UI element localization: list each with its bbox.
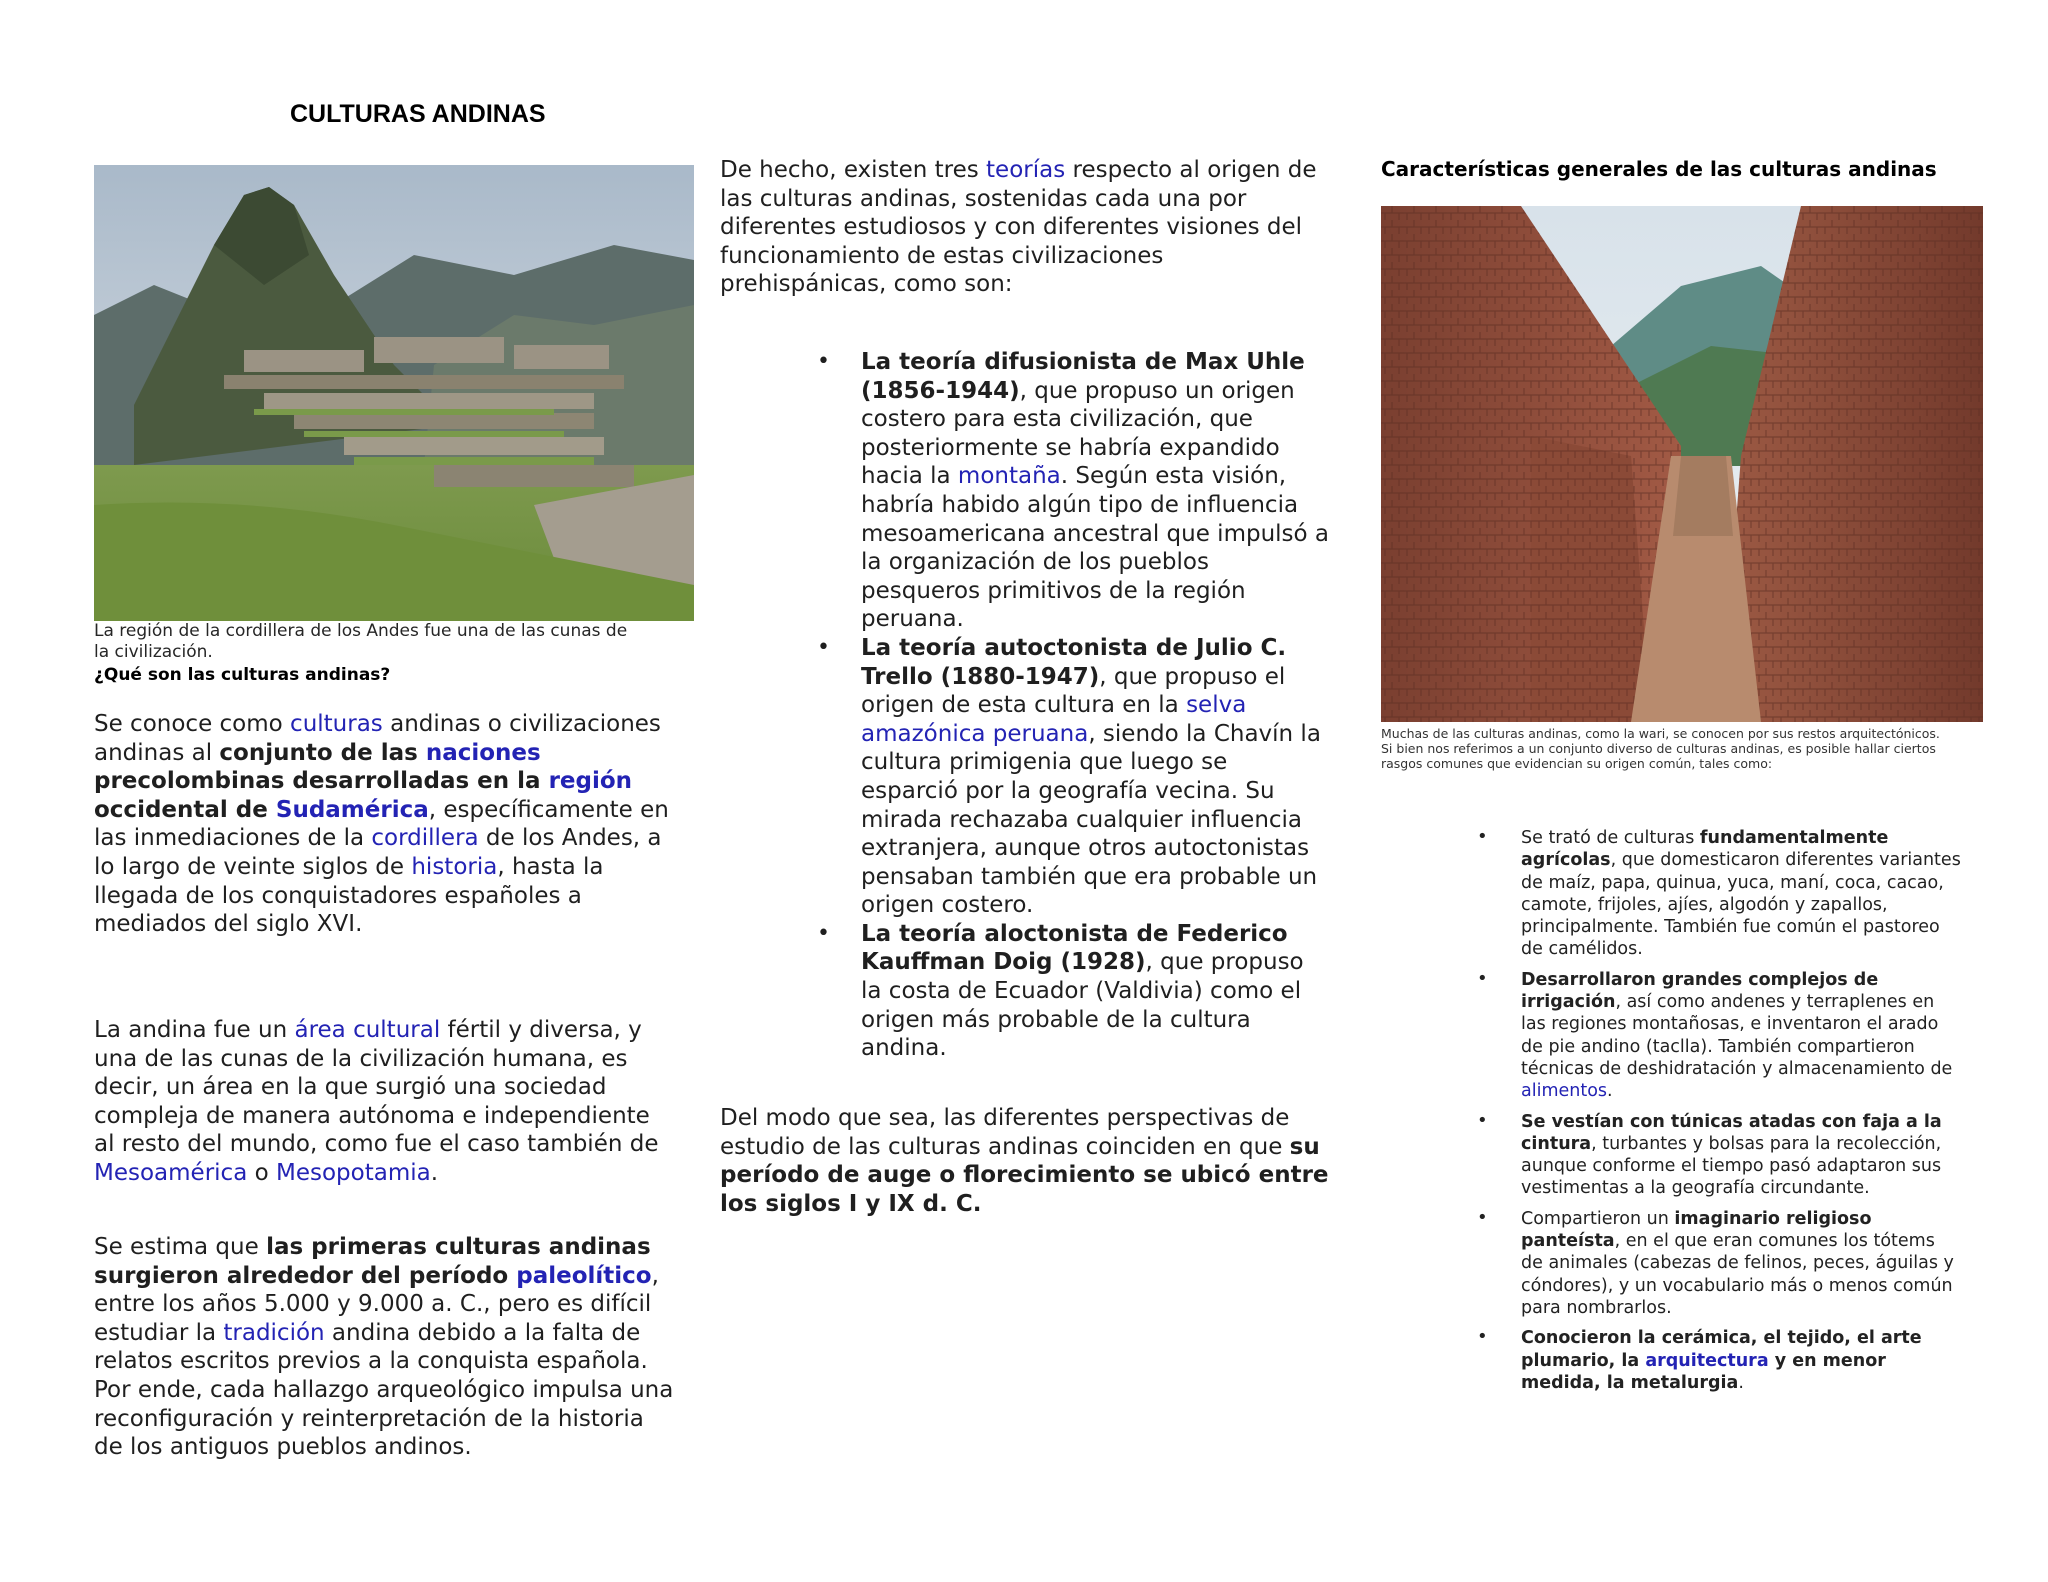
bullet-dot-icon: •: [1477, 1326, 1488, 1348]
link-area-cultural[interactable]: área cultural: [294, 1017, 441, 1043]
link-arquitectura[interactable]: arquitectura: [1645, 1350, 1769, 1371]
image-caption-wari: Muchas de las culturas andinas, como la wari, se conocen por sus restos arquitectónicos. Si bien nos referimos a un conjunto diverso de culturas andinas, es posible hallar ciertos rasgos comunes que evidencian su origen común, tales como:: [1381, 726, 1940, 771]
bullet-dot-icon: •: [817, 349, 830, 374]
list-item-theory-autoctonista: • La teoría autoctonista de Julio C. Trello (1880-1947), que propuso el origen de esta cultura en la selva amazónica peruana, siendo la Chavín la cultura primigenia que luego se esparció por la geografía vecina. Su mirada rechazaba cualquier influencia extranjera, aunque otros autoctonistas pensaban también que era probable un origen costero.: [817, 634, 1321, 919]
link-paleolitico[interactable]: paleolítico: [516, 1262, 652, 1289]
theories-list: [817, 348, 1331, 1063]
stone-walls-image: [1381, 206, 1983, 722]
list-item-theory-difusionista: • La teoría difusionista de Max Uhle (1856-1944), que propuso un origen costero para esta civilización, que posteriormente se habría expandido hacia la montaña. Según esta visión, habría habido algún tipo de influencia mesoamericana ancestral que impulsó a la organización de los pueblos pesqueros primitivos de la región peruana.: [817, 349, 1330, 633]
bullet-dot-icon: •: [817, 634, 830, 660]
mountain-ruins-image: [94, 165, 694, 621]
link-sudamerica[interactable]: Sudamérica: [275, 796, 429, 823]
link-tradicion[interactable]: tradición: [223, 1319, 325, 1346]
link-selva-amazonica[interactable]: selva amazónica peruana: [861, 692, 1247, 747]
paragraph-intro: Se conoce como culturas andinas o civilizaciones andinas al conjunto de las naciones precolombinas desarrolladas en la región occidental de Sudamérica, específicamente en las inmediaciones de la cordillera de los Andes, a lo largo de veinte siglos de historia, hasta la llegada de los conquistadores españoles a mediados del siglo XVI.: [94, 711, 669, 938]
list-item-irrigacion: • Desarrollaron grandes complejos de irrigación, así como andenes y terraplenes en las regiones montañosas, e inventaron el arado de pie andino (taclla). También compartieron técnicas de deshidratación y almacenamiento de alimentos.: [1477, 967, 1953, 1102]
paragraph-area-cultural: La andina fue un área cultural fértil y diversa, y una de las cunas de la civilización humana, es decir, un área en la que surgió una sociedad compleja de manera autónoma e independiente al resto del mundo, como fue el caso también de Mesoamérica o Mesopotamia.: [94, 1017, 659, 1186]
paragraph-auge: Del modo que sea, las diferentes perspectivas de estudio de las culturas andinas coinciden en que su período de auge o florecimiento se ubicó entre los siglos I y IX d. C.: [720, 1105, 1329, 1217]
paragraph-theories-intro: De hecho, existen tres teorías respecto al origen de las culturas andinas, sostenidas cada una por diferentes estudiosos y con diferentes visiones del funcionamiento de estas civilizaciones prehispánicas, como son:: [720, 157, 1317, 298]
list-item-vestimenta: • Se vestían con túnicas atadas con faja a la cintura, turbantes y bolsas para la recolección, aunque conforme el tiempo pasó adaptaron sus vestimentas a la geografía circundante.: [1477, 1109, 1942, 1199]
bullet-dot-icon: •: [1477, 967, 1488, 989]
link-region[interactable]: región: [548, 768, 633, 795]
link-naciones[interactable]: naciones: [425, 739, 541, 766]
link-mesopotamia[interactable]: Mesopotamia: [276, 1159, 431, 1186]
image-caption: La región de la cordillera de los Andes fue una de las cunas de la civilización.: [94, 621, 628, 662]
list-item-artes: • Conocieron la cerámica, el tejido, el arte plumario, la arquitectura y en menor medida, la metalurgia.: [1477, 1326, 1922, 1393]
link-teorias[interactable]: teorías: [986, 157, 1066, 183]
section-heading-caracteristicas: Características generales de las culturas andinas: [1381, 157, 1937, 181]
paragraph-origin: Se estima que las primeras culturas andinas surgieron alrededor del período paleolítico, entre los años 5.000 y 9.000 a. C., pero es difícil estudiar la tradición andina debido a la falta de relatos escritos previos a la conquista española. Por ende, cada hallazgo arqueológico impulsa una reconfiguración y reinterpretación de la historia de los antiguos pueblos andinos.: [94, 1234, 674, 1461]
list-item-theory-aloctonista: • La teoría aloctonista de Federico Kauffman Doig (1928), que propuso la costa de Ecuador (Valdivia) como el origen más probable de la cultura andina.: [817, 920, 1304, 1062]
bullet-dot-icon: •: [1477, 1109, 1488, 1131]
link-montana[interactable]: montaña: [957, 463, 1061, 490]
link-historia[interactable]: historia: [411, 853, 498, 880]
list-item-religion: • Compartieron un imaginario religioso panteísta, en el que eran comunes los tótems de animales (cabezas de felinos, peces, águilas y cóndores), y un vocabulario más o menos común para nombrarlos.: [1477, 1206, 1954, 1318]
wari-ruins-photo: [1381, 206, 1983, 722]
link-mesoamerica[interactable]: Mesoamérica: [94, 1159, 248, 1186]
link-alimentos[interactable]: alimentos: [1521, 1081, 1608, 1102]
question-heading: ¿Qué son las culturas andinas?: [94, 665, 391, 685]
bullet-dot-icon: •: [817, 920, 830, 946]
link-cordillera[interactable]: cordillera: [371, 825, 479, 852]
machu-picchu-photo: [94, 165, 694, 621]
link-culturas[interactable]: culturas: [290, 711, 383, 737]
bullet-dot-icon: •: [1477, 1206, 1488, 1228]
page-title: CULTURAS ANDINAS: [290, 100, 546, 128]
bullet-dot-icon: •: [1477, 826, 1488, 847]
features-list: [1477, 826, 1961, 1402]
list-item-agricolas: • Se trató de culturas fundamentalmente agrícolas, que domesticaron diferentes variantes de maíz, papa, quinua, yuca, maní, coca, cacao, camote, frijoles, ajíes, algodón y zapallos, principalmente. También fue común el pastoreo de camélidos.: [1477, 826, 1961, 960]
